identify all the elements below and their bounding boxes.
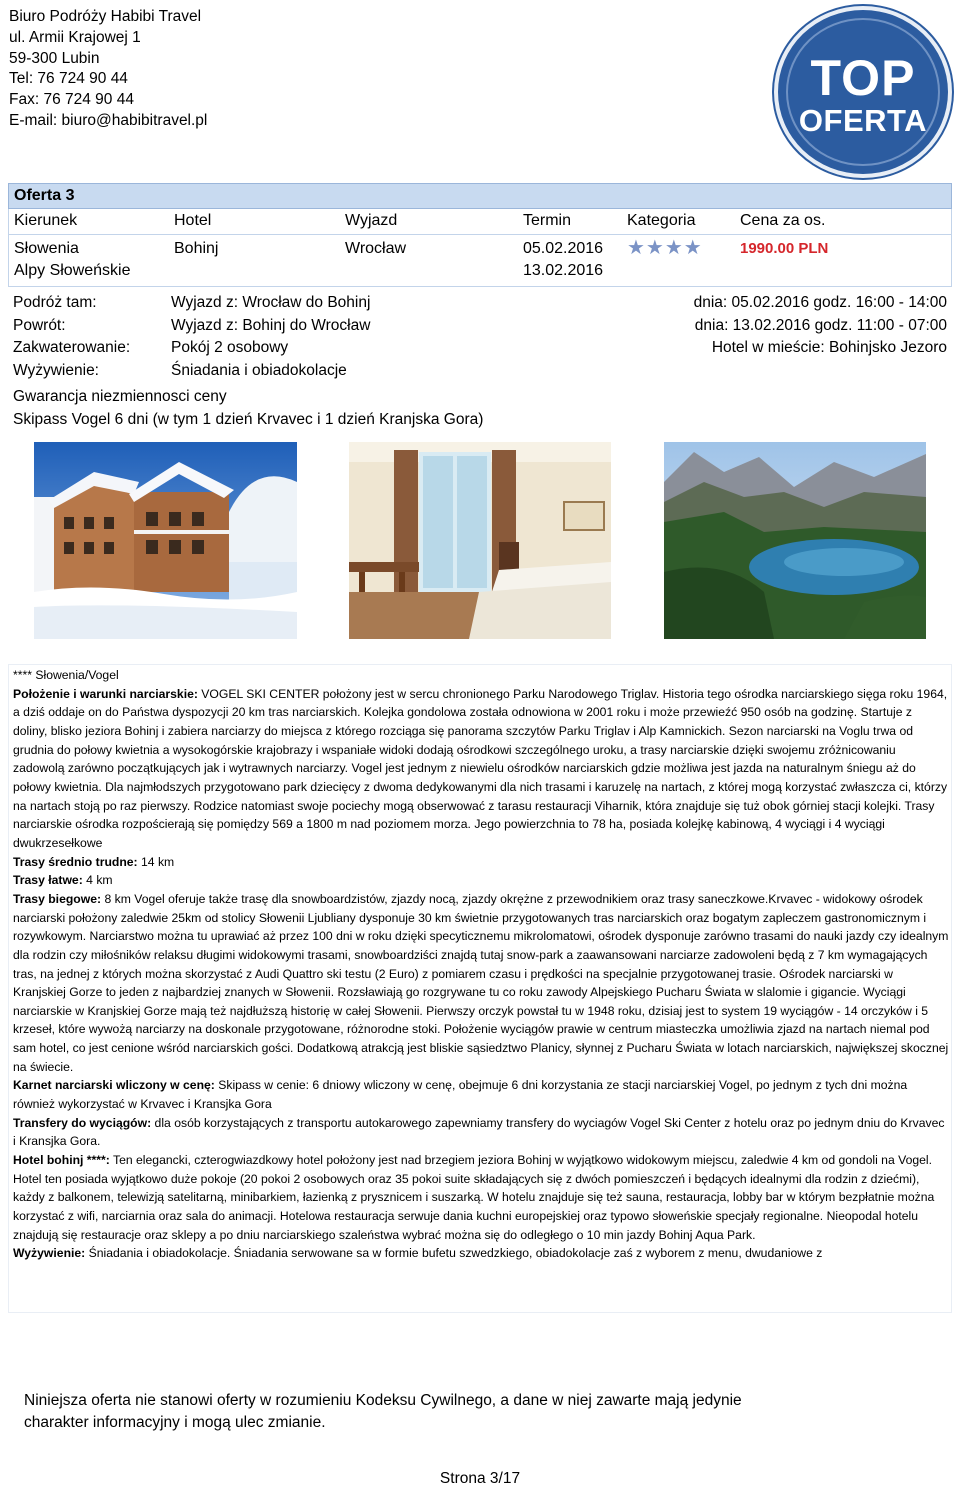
- price-guarantee: Gwarancja niezmiennosci ceny: [13, 388, 227, 405]
- hotel-label: Hotel bohinj ****:: [13, 1153, 110, 1168]
- location-text: VOGEL SKI CENTER położony jest w sercu chronionego Parku Narodowego Triglav. Historia tego ośrodka narciarskiego sięga roku 1964, a dziś oddaje on do Państwa dyspozycji 20 km tras narciarskich. Kolejka gondolowa została odnowiona w 2001 roku i może przewieźć 950 osób na godzinę. Startuje z doliny, blisko jeziora Bohinj i zabiera narciarzy do miejsca z którego rozciąga się panorama szczytów Parku Triglav i Alp Kamnickich. Sezon narciarski na Voglu trwa od grudnia do połowy kwietnia a wysokogórskie krajobrazy i wspaniałe widoki dodają ośrodkowi szczególnego uroku, a trasy narciarskie dzięki swojemu zróżnicowaniu zadowolą zarówno początkujących jak i wytrawnych narciarzy. Vogel jest jednym z niewielu ośrodków narciarskich gdzie możliwa jest jazda na naturalnym śniegu aż do połowy kwietnia. Dla najmłodszych przygotowano park dziecięcy z dwoma dedykowanymi dla nich trasami i karuzelę na nartach, z której mogą korzystać zwłaszcza ci, którzy na nartach stoją po raz pierwszy. Rodzice natomiast swoje pociechy mogą obserwować z tarasu restauracji Viharnik, która znajduje się tuż obok górniej stacji kolejki. Trasy narciarskie ośrodka rozpościerają się pomiędzy 569 a 1800 m nad poziomem morza. Jego powierzchnia to 78 ha, posiada kolejkę kabinową, 4 wyciągi i 4 wyciągi dwukrzesełkowe: [13, 686, 948, 850]
- board-label: Wyżywienie:: [13, 362, 99, 379]
- board-desc-text: Śniadania i obiadokolacje. Śniadania serwowane sa w formie bufetu szwedzkiego, obiadokolacje zaś z wyborem z menu, dwudaniowe z: [85, 1246, 823, 1261]
- offer-table-header: [8, 209, 952, 235]
- cross-country-label: Trasy biegowe:: [13, 891, 102, 906]
- easy-runs-text: 4 km: [82, 873, 113, 888]
- board-value: Śniadania i obiadokolacje: [171, 362, 347, 379]
- cross-country-text: 8 km Vogel oferuje także trasę dla snowboardzistów, zjazdy nocą, zjazdy okrężne z przewodnikiem oraz trasy saneczkowe.Krvavec - widokowy ośrodek narciarski położony zaledwie 25km od stolicy Słowenii Ljubliany dysponuje 30 km świetnie przygotowanych tras narciarskich oraz bogatym zapleczem gastronomicznym i rozywkowym. Narciarstwo można tu uprawiać aż przez 100 dni w roku dzięki specyticznemu mikrolomatowi, ośrodek dysponuje zarówno trasami do nauki jazdy czy idealnym dla rodzin czy miłośników relaksu długimi widokowymi trasami, snowboardziści znajdą tutaj snow-park a zaawansowani narciarze zadowoleni będą z 7 km wymagających tras, na jednej z których można skorzystać z Audi Quattro ski testu (2 Euro) z pomiarem czasu i prędkości na specjalnie przygotowanej trasie. Ośrodek narciarski w Kranjskiej Gorze to jeden z najbardziej znanych w Słowenii. Rozsławiają go rozgrywane tu co roku zawody Alpejskiego Pucharu Świata w slalomie i gigancie. Wyciągi narciarskie w Kranjskiej Gorze mają też najdłuższą historię w całej Słowenii. Pierwszy orczyk powstał tu w 1948 roku, dzisiaj jest to system 19 wyciągów - 14 orczyków i 5 krzeseł, które wywożą narciarzy na doskonale przygotowane, różnorodne stoki. Położenie wyciągów prawie w centrum miasteczka umożliwia zjazd na nartach niemal pod sam hotel, co jest cenione wśród narciarskich gości. Dodatkową atrakcją jest bliskie sąsiedztwo Planicy, słynnej z Pucharu Świata w lotach narciarskich, największej skocznej na świecie.: [13, 891, 949, 1074]
- header-direction: Kierunek: [14, 212, 78, 229]
- page-number: Strona 3/17: [439, 1470, 521, 1487]
- header-term: Termin: [523, 212, 572, 229]
- header-category: Kategoria: [627, 212, 696, 229]
- accommodation-label: Zakwaterowanie:: [13, 339, 131, 356]
- agency-city: 59-300 Lubin: [9, 49, 100, 67]
- header-price: Cena za os.: [740, 212, 826, 229]
- skipass-text: Skipass w cenie: 6 dniowy wliczony w cenę, obejmuje 6 dni korzystania ze stacji narciarskiej Vogel, po jednym z tych dni można również wykorzystać w Krvavec i Kransjka Gora: [13, 1078, 908, 1112]
- direction-country: Słowenia: [14, 240, 79, 257]
- offer-description: [13, 666, 949, 1263]
- description-hotel: [13, 1151, 949, 1244]
- transfers-text: dla osób korzystających z transportu autokarowego zapewniamy transfery do wyciagów Vogel Ski Center z hotelu oraz po jednym dniu do Krvavec i Kransjka Gora.: [13, 1115, 945, 1149]
- logo-text-top: TOP: [810, 50, 916, 106]
- cell-direction: [14, 238, 131, 282]
- medium-runs-label: Trasy średnio trudne:: [13, 854, 138, 869]
- offer-title: Oferta 3: [8, 183, 952, 209]
- trip-back-label: Powrót:: [13, 317, 66, 334]
- lake-bohinj-photo: [664, 442, 926, 639]
- medium-runs-text: 14 km: [137, 854, 175, 869]
- agency-street: ul. Armii Krajowej 1: [9, 28, 141, 46]
- board-desc-label: Wyżywienie:: [13, 1246, 86, 1261]
- trip-back-value: Wyjazd z: Bohinj do Wrocław: [171, 317, 371, 334]
- agency-email: E-mail: biuro@habibitravel.pl: [9, 111, 208, 129]
- description-board: [13, 1244, 949, 1263]
- legal-disclaimer: Niniejsza oferta nie stanowi oferty w rozumieniu Kodeksu Cywilnego, a dane w niej zawarte mają jedynie charakter informacyjny i mogą ulec zmianie.: [24, 1392, 742, 1431]
- cell-hotel: Bohinj: [174, 240, 219, 257]
- description-location: [13, 685, 949, 853]
- logo-text-oferta: OFERTA: [798, 103, 928, 138]
- hotel-room-photo: [349, 442, 611, 639]
- agency-phone: Tel: 76 724 90 44: [9, 70, 128, 88]
- agency-fax: Fax: 76 724 90 44: [9, 91, 134, 109]
- transfers-label: Transfery do wyciągów:: [13, 1115, 152, 1130]
- agency-address: [9, 7, 207, 132]
- agency-name: Biuro Podróży Habibi Travel: [9, 8, 202, 25]
- header-hotel: Hotel: [174, 212, 212, 229]
- trip-there-value: Wyjazd z: Wrocław do Bohinj: [171, 294, 371, 311]
- term-from: 05.02.2016: [523, 240, 604, 257]
- cell-term: [523, 238, 603, 282]
- location-label: Położenie i warunki narciarskie:: [13, 686, 198, 701]
- description-easy-runs: [13, 871, 949, 890]
- trip-back-date: dnia: 13.02.2016 godz. 11:00 - 07:00: [694, 317, 947, 334]
- easy-runs-label: Trasy łatwe:: [13, 873, 83, 888]
- offer-table-row: [8, 235, 952, 287]
- description-medium-runs: [13, 853, 949, 872]
- hotel-text: Ten elegancki, czterogwiazdkowy hotel położony jest nad brzegiem jeziora Bohinj w wyjątkowo widokowym miejscu, zaledwie 4 km od gondoli na Vogel. Hotel ten posiada wyjątkowo duże pokoje (20 pokoi 2 osobowych oraz 35 pokoi suite składających się z dwóch pomieszczeń i będących idealnymi dla rodzin z dziećmi), każdy z balkonem, telewizją satelitarną, minibarkiem, łazienką z prysznicem i suszarką. W hotelu znajduje się też sauna, restauracja, lobby bar w którym bezpłatnie można korzystać z wifi, narciarnia oraz sala do animacji. Hotelowa restauracja serwuje dania kuchni europejskiej oraz typowo słoweńskie specjały regionalne. Nieopodal hotelu znajdują się restauracje oraz sklepy a po dniu narciarskiego szaleństwa wybrać można się do odległego o 10 min jazdy Bohinj Aqua Park.: [13, 1153, 935, 1242]
- term-to: 13.02.2016: [523, 262, 604, 279]
- top-oferta-logo: [774, 6, 952, 178]
- trip-there-label: Podróż tam:: [13, 294, 97, 311]
- price-value: 1990.00 PLN: [740, 240, 829, 257]
- trip-there-date: dnia: 05.02.2016 godz. 16:00 - 14:00: [693, 294, 947, 311]
- skipass-info: Skipass Vogel 6 dni (w tym 1 dzień Krvavec i 1 dzień Kranjska Gora): [13, 411, 484, 428]
- description-skipass: [13, 1076, 949, 1113]
- hotel-location: Hotel w mieście: Bohinjsko Jezoro: [711, 339, 947, 356]
- hotel-winter-photo: [34, 442, 297, 639]
- description-cross-country: [13, 890, 949, 1077]
- category-stars-icon: ★★★★: [627, 237, 703, 259]
- description-transfers: [13, 1114, 949, 1151]
- accommodation-value: Pokój 2 osobowy: [171, 339, 289, 356]
- direction-region: Alpy Słoweńskie: [14, 262, 131, 279]
- description-heading: **** Słowenia/Vogel: [13, 668, 119, 682]
- skipass-label: Karnet narciarski wliczony w cenę:: [13, 1078, 215, 1093]
- header-departure: Wyjazd: [345, 212, 398, 229]
- cell-departure: Wrocław: [345, 240, 407, 257]
